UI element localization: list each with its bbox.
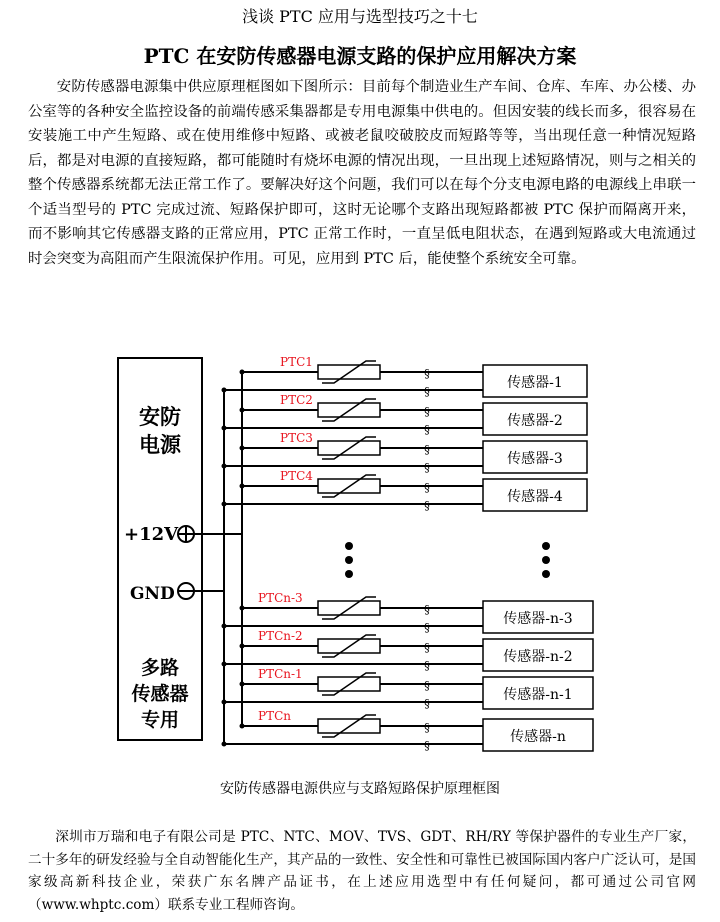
ptc-thermistor-icon [318, 597, 380, 619]
section-mark: § [424, 641, 430, 654]
intro-paragraph: 安防传感器电源集中供应原理框图如下图所示：目前每个制造业生产车间、仓库、车库、办公楼、办公室等的各种安全监控设备的前端传感采集器都是专用电源集中供电的。但因安装的线长而多，很容易在安装施工中产生短路、或在使用维修中短路、或被老鼠咬破胶皮而短路等等，当出现任意一种情况短路后，都是对电源的直接短路，都可能随时有烧坏电源的情况出现，一旦出现上述短路情况，则与之相关的整个传感器系统都无法正常工作了。要解决好这个问题，我们可以在每个分支电源电路的电源线上串联一个适当型号的 PTC 完成过流、短路保护即可，这时无论哪个支路出现短路都被 PTC 保护而隔离开来，而不影响其它传感器支路的正常应用，PTC 正常工作时，一直呈低电阻状态，在遇到短路或大电流通过时会突变为高阻而产生限流保护作用。可见，应用到 PTC 后，能使整个系统安全可靠。 [28, 79, 696, 267]
ptc-label: PTCn-1 [258, 667, 303, 681]
multi-label-3: 专用 [140, 709, 180, 731]
main-title: PTC 在安防传感器电源支路的保护应用解决方案 [143, 44, 577, 68]
power-label-1: 安防 [139, 404, 181, 429]
series-title: 浅谈 PTC 应用与选型技巧之十七 [242, 7, 478, 26]
branch-1 [222, 355, 588, 398]
ptc-label: PTC1 [280, 355, 313, 369]
ptc-label: PTCn-3 [258, 591, 303, 605]
sensor-label: 传感器-n-1 [503, 687, 573, 703]
section-mark: § [424, 659, 430, 672]
section-mark: § [424, 739, 430, 752]
section-mark: § [424, 367, 430, 380]
ptc-thermistor-icon [318, 715, 380, 737]
section-mark: § [424, 603, 430, 616]
section-mark: § [424, 721, 430, 734]
branch-8 [222, 709, 594, 752]
sensor-label: 传感器-n-3 [503, 611, 573, 627]
section-mark: § [424, 405, 430, 418]
gnd-label: GND [130, 584, 175, 604]
branch-4 [222, 469, 588, 512]
branch-2 [222, 393, 588, 436]
section-mark: § [424, 621, 430, 634]
plus-terminal-icon [178, 526, 194, 542]
power-label-2: 电源 [139, 432, 181, 457]
sensor-label: 传感器-4 [507, 489, 563, 505]
section-mark: § [424, 499, 430, 512]
ptc-thermistor-icon [318, 361, 380, 383]
minus-terminal-icon [178, 583, 194, 599]
branch-3 [222, 431, 588, 474]
ptc-label: PTC4 [280, 469, 313, 483]
circuit-diagram [0, 344, 720, 774]
ptc-thermistor-icon [318, 437, 380, 459]
sensor-label: 传感器-2 [507, 413, 563, 429]
section-mark: § [424, 443, 430, 456]
branch-5 [222, 591, 594, 634]
sensor-label: 传感器-n-2 [503, 649, 573, 665]
ptc-thermistor-icon [318, 399, 380, 421]
section-mark: § [424, 679, 430, 692]
sensor-label: 传感器-3 [507, 451, 563, 467]
multi-label-2: 传感器 [131, 683, 189, 705]
section-mark: § [424, 481, 430, 494]
sensor-label: 传感器-1 [507, 375, 563, 391]
ptc-label: PTC3 [280, 431, 313, 445]
sensor-label: 传感器-n [510, 729, 566, 745]
ptc-label: PTCn-2 [258, 629, 303, 643]
company-paragraph: 深圳市万瑞和电子有限公司是 PTC、NTC、MOV、TVS、GDT、RH/RY 等保护器件的专业生产厂家，二十多年的研发经验与全自动智能化生产，其产品的一致性、安全性和可靠性已被国际国内客户广泛认可，是国家级高新科技企业，荣获广东名牌产品证书，在上述应用选型中有任何疑问，都可通过公司官网（www.whptc.com）联系专业工程师咨询。 [28, 829, 696, 913]
branch-6 [222, 629, 594, 672]
branch-7 [222, 667, 594, 710]
v-plus-label: +12V [124, 524, 179, 545]
ptc-label: PTCn [258, 709, 291, 723]
ptc-thermistor-icon [318, 475, 380, 497]
multi-label-1: 多路 [140, 657, 180, 679]
ptc-thermistor-icon [318, 635, 380, 657]
section-mark: § [424, 385, 430, 398]
section-mark: § [424, 461, 430, 474]
ptc-label: PTC2 [280, 393, 313, 407]
ptc-thermistor-icon [318, 673, 380, 695]
diagram-caption: 安防传感器电源供应与支路短路保护原理框图 [220, 781, 500, 797]
section-mark: § [424, 697, 430, 710]
continuation-dots [345, 542, 550, 578]
section-mark: § [424, 423, 430, 436]
